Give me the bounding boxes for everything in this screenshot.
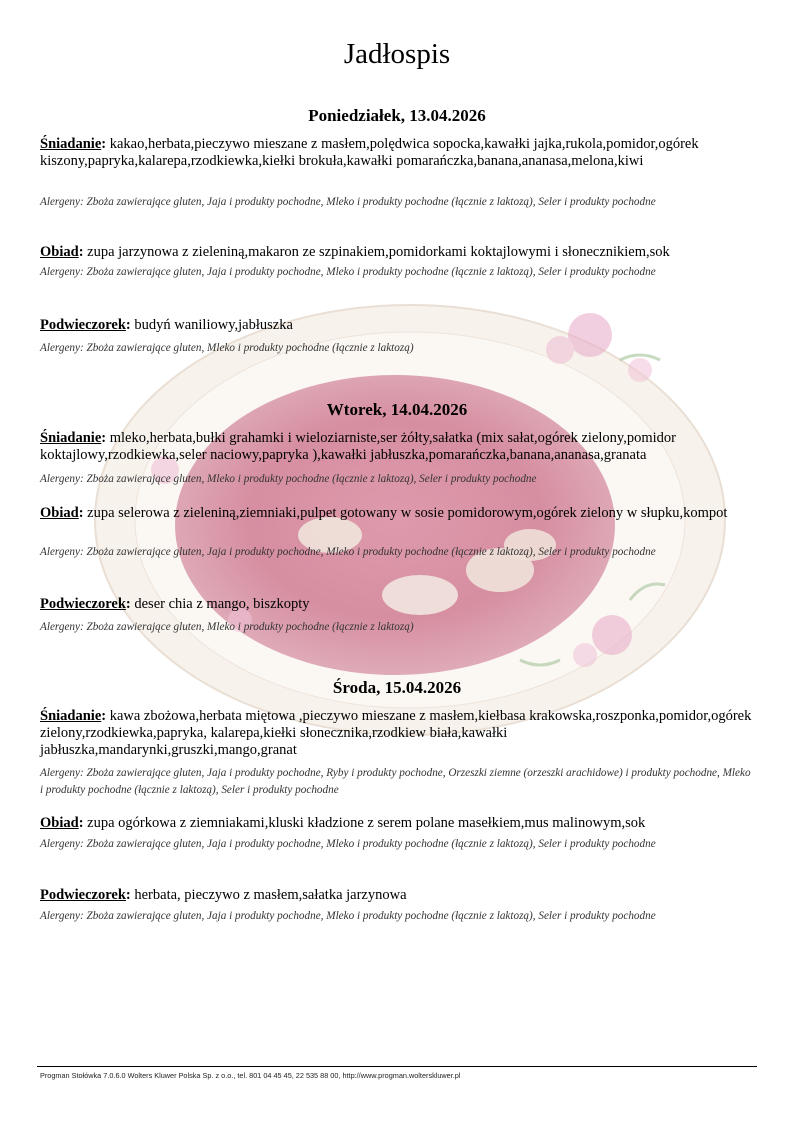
meal-content: zupa ogórkowa z ziemniakami,kluski kładzione z serem polane masełkiem,mus malinowym,sok	[87, 815, 646, 831]
allergens-tuesday-breakfast: Alergeny: Zboża zawierające gluten, Mleko i produkty pochodne (łącznie z laktozą), Seler i produkty pochodne	[40, 473, 537, 485]
meal-tuesday-snack: Podwieczorek: deser chia z mango, biszkopty	[40, 596, 310, 612]
meal-label: Obiad	[40, 815, 79, 831]
allergens-wednesday-snack: Alergeny: Zboża zawierające gluten, Jaja i produkty pochodne, Mleko i produkty pochodne (łącznie z laktozą), Seler i produkty pochodne	[40, 910, 656, 922]
meal-wednesday-breakfast: Śniadanie: kawa zbożowa,herbata miętowa ,pieczywo mieszane z masłem,kiełbasa krakowska,roszponka,pomidor,ogórek zielony,rzodkiewka,papryka, kalarepa,kiełki słonecznika,rzodkiew biała,kawałki jabłuszka,mandarynki,gruszki,mango,granat	[40, 708, 752, 758]
allergens-tuesday-snack: Alergeny: Zboża zawierające gluten, Mleko i produkty pochodne (łącznie z laktozą)	[40, 621, 414, 633]
allergens-monday-snack: Alergeny: Zboża zawierające gluten, Mleko i produkty pochodne (łącznie z laktozą)	[40, 342, 414, 354]
meal-content: herbata, pieczywo z masłem,sałatka jarzynowa	[134, 887, 407, 903]
meal-content: budyń waniliowy,jabłuszka	[134, 317, 293, 333]
meal-label: Śniadanie	[40, 430, 102, 446]
allergens-monday-breakfast: Alergeny: Zboża zawierające gluten, Jaja i produkty pochodne, Mleko i produkty pochodne (łącznie z laktozą), Seler i produkty pochodne	[40, 196, 656, 208]
meal-tuesday-lunch: Obiad: zupa selerowa z zieleniną,ziemniaki,pulpet gotowany w sosie pomidorowym,ogórek zielony w słupku,kompot	[40, 505, 728, 521]
allergens-tuesday-lunch: Alergeny: Zboża zawierające gluten, Jaja i produkty pochodne, Mleko i produkty pochodne (łącznie z laktozą), Seler i produkty pochodne	[40, 546, 656, 558]
meal-label: Podwieczorek	[40, 887, 126, 903]
footer-text: Progman Stołówka 7.0.6.0 Wolters Kluwer Polska Sp. z o.o., tel. 801 04 45 45, 22 535 88 00, http://www.progman.wolterskluwer.pl	[40, 1071, 461, 1080]
meal-label: Obiad	[40, 505, 79, 521]
meal-tuesday-breakfast: Śniadanie: mleko,herbata,bułki grahamki i wieloziarniste,ser żółty,sałatka (mix sałat,ogórek zielony,pomidor koktajlowy,rzodkiewka,seler naciowy,papryka ),kawałki jabłuszka,pomarańczka,banana,ananasa,granata	[40, 430, 676, 463]
page-title: Jadłospis	[343, 38, 451, 70]
meal-content: zupa jarzynowa z zieleniną,makaron ze szpinakiem,pomidorkami koktajlowymi i słonecznikiem,sok	[87, 244, 670, 260]
meal-label: Śniadanie	[40, 136, 102, 152]
meal-content: zupa selerowa z zieleniną,ziemniaki,pulpet gotowany w sosie pomidorowym,ogórek zielony w słupku,kompot	[87, 505, 728, 521]
allergens-monday-lunch: Alergeny: Zboża zawierające gluten, Jaja i produkty pochodne, Mleko i produkty pochodne (łącznie z laktozą), Seler i produkty pochodne	[40, 266, 656, 278]
meal-content: kakao,herbata,pieczywo mieszane z masłem,polędwica sopocka,kawałki jajka,rukola,pomidor,ogórek kiszony,papryka,kalarepa,rzodkiewka,kiełki brokuła,kawałki pomarańczka,banana,ananasa,melona,kiwi	[40, 136, 699, 169]
day-heading-tuesday: Wtorek, 14.04.2026	[326, 400, 468, 419]
meal-monday-snack: Podwieczorek: budyń waniliowy,jabłuszka	[40, 317, 293, 333]
meal-label: Podwieczorek	[40, 317, 126, 333]
meal-label: Podwieczorek	[40, 596, 126, 612]
meal-label: Obiad	[40, 244, 79, 260]
meal-monday-lunch: Obiad: zupa jarzynowa z zieleniną,makaron ze szpinakiem,pomidorkami koktajlowymi i słonecznikiem,sok	[40, 244, 670, 260]
meal-wednesday-snack: Podwieczorek: herbata, pieczywo z masłem,sałatka jarzynowa	[40, 887, 407, 903]
meal-content: mleko,herbata,bułki grahamki i wieloziarniste,ser żółty,sałatka (mix sałat,ogórek zielony,pomidor koktajlowy,rzodkiewka,seler naciowy,papryka ),kawałki jabłuszka,pomarańczka,banana,ananasa,granata	[40, 430, 676, 463]
allergens-wednesday-lunch: Alergeny: Zboża zawierające gluten, Jaja i produkty pochodne, Mleko i produkty pochodne (łącznie z laktozą), Seler i produkty pochodne	[40, 838, 656, 850]
meal-label: Śniadanie	[40, 708, 102, 724]
meal-wednesday-lunch: Obiad: zupa ogórkowa z ziemniakami,kluski kładzione z serem polane masełkiem,mus malinowym,sok	[40, 815, 646, 831]
meal-monday-breakfast: Śniadanie: kakao,herbata,pieczywo mieszane z masłem,polędwica sopocka,kawałki jajka,rukola,pomidor,ogórek kiszony,papryka,kalarepa,rzodkiewka,kiełki brokuła,kawałki pomarańczka,banana,ananasa,melona,kiwi	[40, 136, 699, 169]
day-heading-wednesday: Środa, 15.04.2026	[332, 678, 462, 697]
footer-divider	[37, 1066, 757, 1067]
allergens-wednesday-breakfast: Alergeny: Zboża zawierające gluten, Jaja i produkty pochodne, Ryby i produkty pochodne, Orzeszki ziemne (orzeszki arachidowe) i produkty pochodne, Mleko i produkty pochodne (łącznie z laktozą), Seler i produkty pochodne	[40, 767, 751, 796]
meal-content: deser chia z mango, biszkopty	[134, 596, 310, 612]
day-heading-monday: Poniedziałek, 13.04.2026	[308, 106, 486, 125]
meal-content: kawa zbożowa,herbata miętowa ,pieczywo mieszane z masłem,kiełbasa krakowska,roszponka,pomidor,ogórek zielony,rzodkiewka,papryka, kalarepa,kiełki słonecznika,rzodkiew biała,kawałki jabłuszka,mandarynki,gruszki,mango,granat	[40, 708, 752, 758]
